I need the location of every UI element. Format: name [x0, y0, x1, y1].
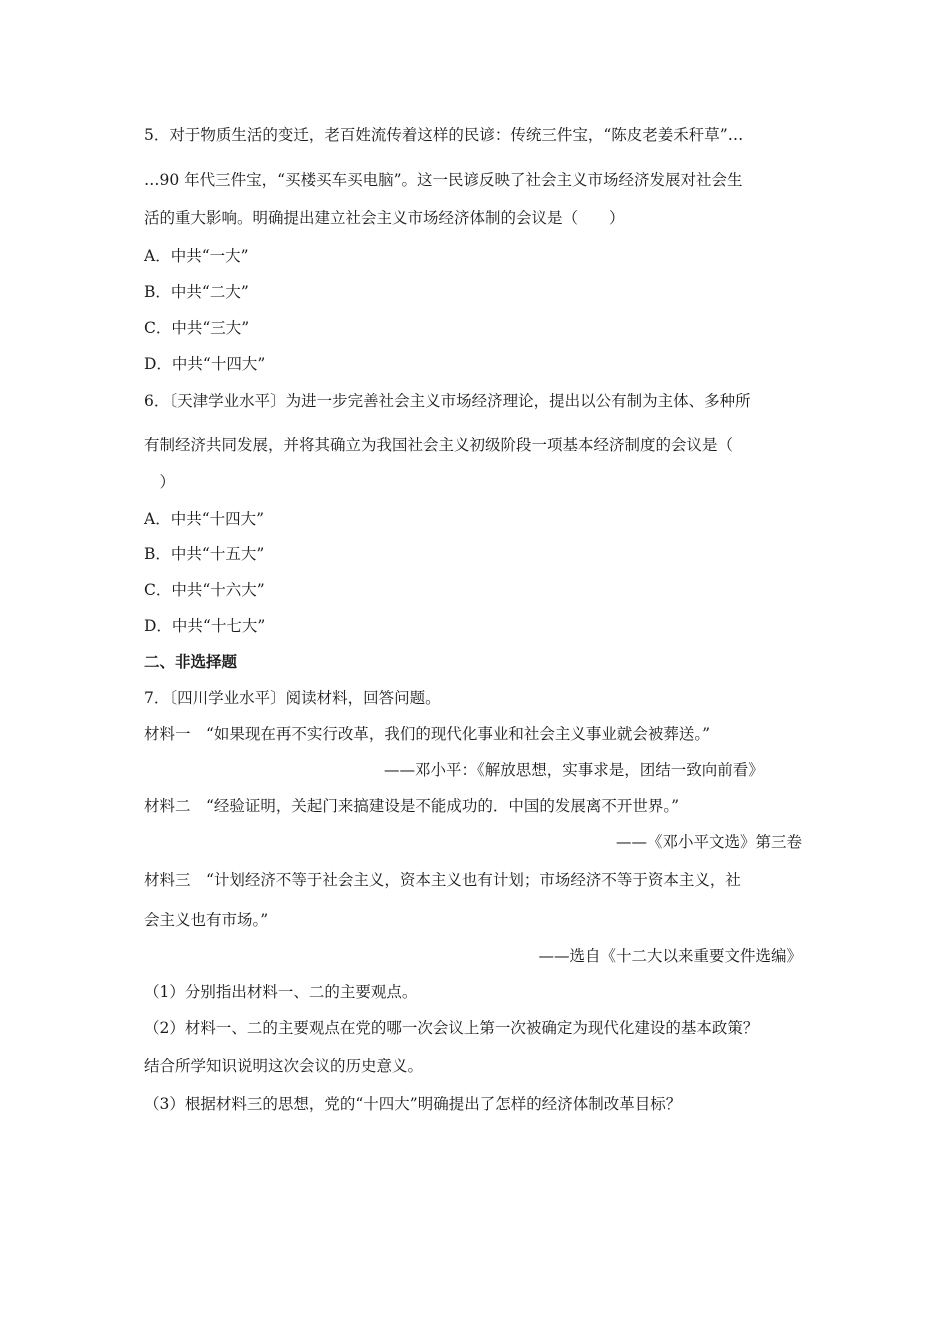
q5-option-b: B．中共“二大” — [144, 283, 249, 301]
material-3-line-2: 会主义也有市场。” — [144, 911, 269, 929]
q7-intro: 7．〔四川学业水平〕阅读材料，回答问题。 — [144, 689, 441, 707]
q6-option-d: D．中共“十七大” — [144, 617, 266, 635]
section-heading: 二、非选择题 — [144, 653, 238, 671]
sub-question-2-line-2: 结合所学知识说明这次会议的历史意义。 — [144, 1057, 424, 1075]
material-3-line-1: 材料三 “计划经济不等于社会主义，资本主义也有计划；市场经济不等于资本主义，社 — [144, 871, 741, 889]
q6-stem-line-1: 6．〔天津学业水平〕为进一步完善社会主义市场经济理论，提出以公有制为主体、多种所 — [144, 392, 751, 410]
sub-question-3: （3）根据材料三的思想，党的“十四大”明确提出了怎样的经济体制改革目标？ — [144, 1095, 682, 1113]
q5-stem-line-1: 5．对于物质生活的变迁，老百姓流传着这样的民谚：传统三件宝，“陈皮老姜禾秆草”… — [144, 126, 744, 144]
q5-option-c: C．中共“三大” — [144, 319, 250, 337]
q5-stem-line-2: …90 年代三件宝，“买楼买车买电脑”。这一民谚反映了社会主义市场经济发展对社会生 — [144, 171, 743, 189]
sub-question-1: （1）分别指出材料一、二的主要观点。 — [144, 983, 418, 1001]
q6-option-b: B．中共“十五大” — [144, 545, 265, 563]
material-1-source: ——邓小平：《解放思想，实事求是，团结一致向前看》 — [384, 761, 764, 779]
q5-option-d: D．中共“十四大” — [144, 355, 266, 373]
material-1: 材料一 “如果现在再不实行改革，我们的现代化事业和社会主义事业就会被葬送。” — [144, 725, 711, 743]
q5-option-a: A．中共“一大” — [144, 247, 249, 265]
q6-option-a: A．中共“十四大” — [144, 510, 265, 528]
sub-question-2-line-1: （2）材料一、二的主要观点在党的哪一次会议上第一次被确定为现代化建设的基本政策？ — [144, 1019, 759, 1037]
material-3-source: ——选自《十二大以来重要文件选编》 — [538, 947, 802, 965]
q6-option-c: C．中共“十六大” — [144, 581, 265, 599]
q6-stem-line-3: ） — [144, 473, 176, 491]
material-2: 材料二 “经验证明，关起门来搞建设是不能成功的．中国的发展离不开世界。” — [144, 797, 680, 815]
q5-stem-line-3: 活的重大影响。明确提出建立社会主义市场经济体制的会议是（ ） — [144, 209, 625, 227]
q6-stem-line-2: 有制经济共同发展，并将其确立为我国社会主义初级阶段一项基本经济制度的会议是（ — [144, 436, 734, 454]
material-2-source: ——《邓小平文选》第三卷 — [615, 833, 802, 851]
